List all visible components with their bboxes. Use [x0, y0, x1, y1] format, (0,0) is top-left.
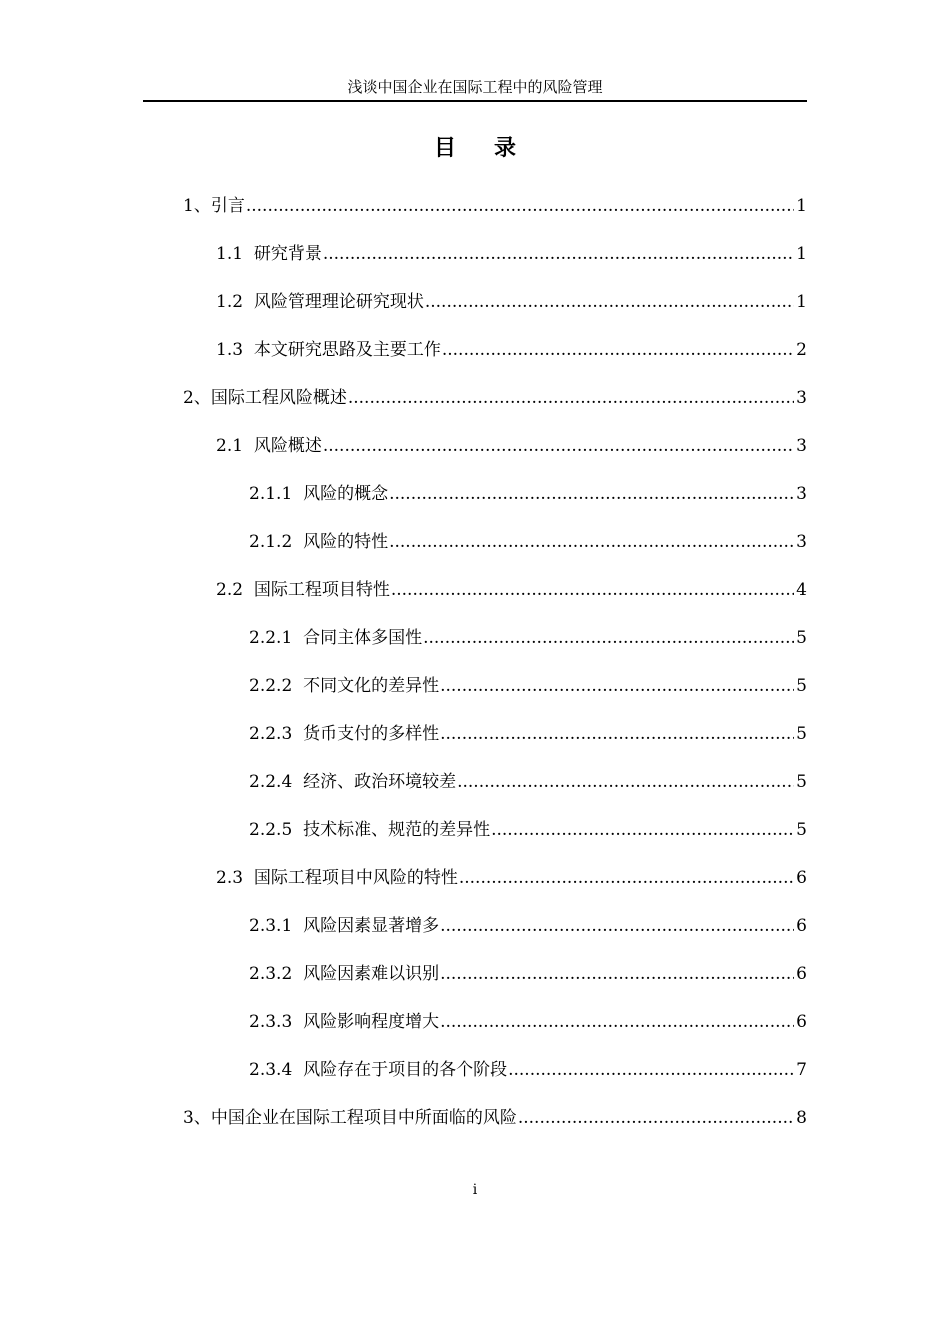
dot-leader	[246, 193, 794, 219]
toc-entry[interactable]	[249, 817, 807, 843]
toc-entry-number: 2.3	[216, 868, 254, 888]
toc-entry-number: 2.3.3	[249, 1012, 304, 1032]
toc-entry-page: 5	[796, 628, 807, 648]
dot-leader	[518, 1105, 794, 1131]
toc-entry-number: 2.2.3	[249, 724, 304, 744]
toc-entry-page: 8	[796, 1108, 807, 1128]
dot-leader	[508, 1057, 794, 1083]
toc-entry-page: 3	[796, 532, 807, 552]
toc-entry-number: 2.2.1	[249, 628, 304, 648]
toc-entry-title: 风险因素难以识别	[303, 964, 440, 984]
toc-entry[interactable]	[183, 193, 807, 219]
toc-entry-number: 2.1.2	[249, 532, 304, 552]
dot-leader	[440, 673, 794, 699]
toc-entry-page: 2	[796, 340, 807, 360]
toc-entry-number: 2.3.1	[249, 916, 304, 936]
toc-entry-page: 1	[796, 292, 807, 312]
toc-entry[interactable]	[249, 673, 807, 699]
toc-entry-page: 6	[796, 868, 807, 888]
toc-entry-title: 风险的特性	[303, 532, 389, 552]
dot-leader	[389, 529, 794, 555]
toc-entry[interactable]	[249, 1057, 807, 1083]
dot-leader	[323, 433, 794, 459]
dot-leader	[440, 1009, 794, 1035]
toc-entry-title: 风险概述	[253, 436, 322, 456]
toc-entry-page: 6	[796, 1012, 807, 1032]
toc-entry-page: 6	[796, 964, 807, 984]
toc-entry-number: 2.3.2	[249, 964, 304, 984]
toc-entry-title: 经济、政治环境较差	[303, 772, 457, 792]
toc-entry-page: 3	[796, 484, 807, 504]
dot-leader	[440, 961, 794, 987]
toc-entry-title: 风险管理理论研究现状	[253, 292, 424, 312]
toc-entry-title: 不同文化的差异性	[303, 676, 440, 696]
toc-entry[interactable]	[183, 1105, 807, 1131]
toc-entry-title: 技术标准、规范的差异性	[303, 820, 491, 840]
toc-entry[interactable]	[183, 385, 807, 411]
toc-entry-number: 2、	[183, 388, 211, 408]
toc-entry-page: 7	[796, 1060, 807, 1080]
dot-leader	[323, 241, 794, 267]
toc-entry-number: 1.3	[216, 340, 254, 360]
toc-entry-number: 2.3.4	[249, 1060, 304, 1080]
toc-entry[interactable]	[216, 433, 807, 459]
toc-entry-page: 1	[796, 244, 807, 264]
toc-entry-title: 合同主体多国性	[303, 628, 423, 648]
toc-entry-title: 国际工程项目特性	[253, 580, 390, 600]
toc-entry-number: 2.2	[216, 580, 254, 600]
toc-entry-title: 风险因素显著增多	[303, 916, 440, 936]
toc-entry[interactable]	[216, 337, 807, 363]
dot-leader	[389, 481, 794, 507]
toc-entry-number: 2.1	[216, 436, 254, 456]
toc-entry-number: 2.1.1	[249, 484, 304, 504]
dot-leader	[440, 721, 794, 747]
dot-leader	[391, 577, 794, 603]
toc-entry-title: 本文研究思路及主要工作	[253, 340, 441, 360]
toc-entry[interactable]	[249, 1009, 807, 1035]
toc-entry-page: 6	[796, 916, 807, 936]
dot-leader	[459, 865, 794, 891]
running-header: 浅谈中国企业在国际工程中的风险管理	[347, 78, 603, 96]
toc-entry-title: 中国企业在国际工程项目中所面临的风险	[210, 1108, 517, 1128]
toc-entry[interactable]	[249, 529, 807, 555]
dot-leader	[348, 385, 794, 411]
toc-entry-number: 1.2	[216, 292, 254, 312]
toc-entry-number: 2.2.4	[249, 772, 304, 792]
toc-entry-title: 研究背景	[253, 244, 322, 264]
toc-entry[interactable]	[216, 577, 807, 603]
toc-entry-number: 3、	[183, 1108, 211, 1128]
toc-entry-page: 5	[796, 676, 807, 696]
toc-entry-page: 5	[796, 724, 807, 744]
toc-entry-title: 国际工程风险概述	[210, 388, 347, 408]
toc-entry-title: 国际工程项目中风险的特性	[253, 868, 458, 888]
dot-leader	[491, 817, 794, 843]
toc-entry-number: 1、	[183, 196, 211, 216]
toc-entry-number: 2.2.5	[249, 820, 304, 840]
toc-entry[interactable]	[216, 865, 807, 891]
dot-leader	[442, 337, 794, 363]
dot-leader	[457, 769, 794, 795]
dot-leader	[425, 289, 794, 315]
toc-entry-page: 5	[796, 772, 807, 792]
toc-entry-title: 货币支付的多样性	[303, 724, 440, 744]
toc-entry[interactable]	[249, 721, 807, 747]
toc-entry-title: 引言	[210, 196, 245, 216]
toc-entry[interactable]	[249, 769, 807, 795]
page-number: i	[472, 1182, 478, 1198]
toc-entry-title: 风险存在于项目的各个阶段	[303, 1060, 508, 1080]
toc-entry-number: 2.2.2	[249, 676, 304, 696]
toc-entry-page: 5	[796, 820, 807, 840]
dot-leader	[440, 913, 794, 939]
toc-title: 目录	[433, 135, 554, 161]
dot-leader	[423, 625, 794, 651]
toc-entry-number: 1.1	[216, 244, 254, 264]
header-rule	[143, 100, 807, 102]
toc-entry-title: 风险的概念	[303, 484, 389, 504]
toc-entry-title: 风险影响程度增大	[303, 1012, 440, 1032]
toc-entry-page: 1	[796, 196, 807, 216]
toc-entry-page: 3	[796, 436, 807, 456]
toc-entry[interactable]	[249, 625, 807, 651]
toc-entry-page: 3	[796, 388, 807, 408]
toc-entry-page: 4	[796, 580, 807, 600]
toc-entry[interactable]	[249, 913, 807, 939]
toc-entry[interactable]	[249, 481, 807, 507]
toc-entry[interactable]	[216, 289, 807, 315]
toc-entry[interactable]	[216, 241, 807, 267]
toc-entry[interactable]	[249, 961, 807, 987]
